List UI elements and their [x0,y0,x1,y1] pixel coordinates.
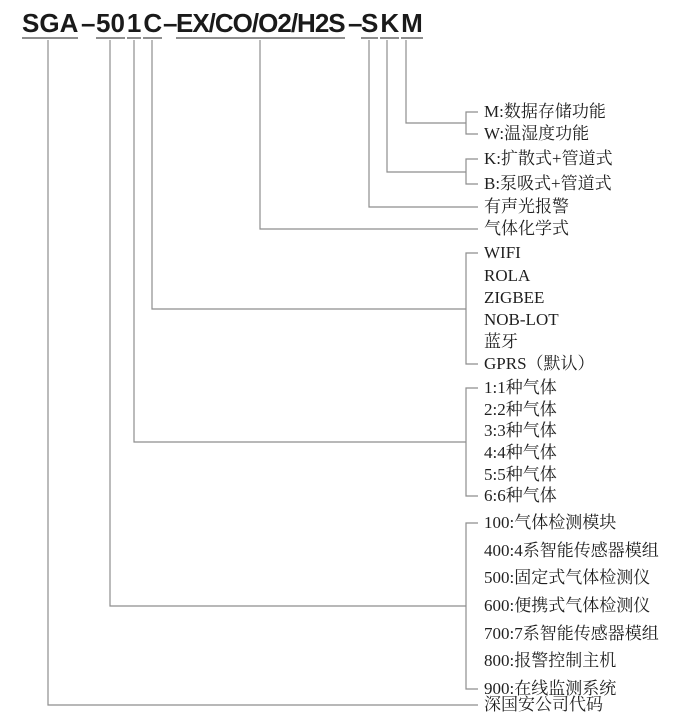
legend-item-alarm: 有声光报警 [484,197,569,216]
connector-sampling-line [387,40,466,172]
legend-item-gascount-3: 3:3种气体 [484,421,557,440]
legend-item-sampling-k: K:扩散式+管道式 [484,149,613,168]
legend-item-comm-bluetooth: 蓝牙 [484,332,518,351]
legend-item-series-900: 900:在线监测系统 [484,679,617,698]
connector-gas-count-line [134,40,466,442]
model-code-suffix [361,10,423,39]
legend-item-comm-rola: ROLA [484,266,531,285]
model-code-dash-2: – [163,8,178,38]
communication-code-text: C [143,8,163,38]
bracket-series [466,523,478,689]
bracket-function [466,112,478,134]
legend-item-series-800: 800:报警控制主机 [484,651,617,670]
connector-series-line [110,40,466,606]
legend-item-gascount-6: 6:6种气体 [484,486,557,505]
legend-item-series-400: 400:4系智能传感器模组 [484,541,659,560]
model-code-dash-3: – [348,8,363,38]
legend-item-comm-noblot: NOB-LOT [484,310,559,329]
sampling-code-text: K [380,8,400,38]
legend-item-gas-formula: 气体化学式 [484,219,569,238]
legend-item-gascount-2: 2:2种气体 [484,400,557,419]
bracket-gas-count [466,388,478,496]
legend-item-gascount-4: 4:4种气体 [484,443,557,462]
company-code-text: SGA [22,8,79,38]
function-code-text: M [401,8,423,38]
legend-item-series-700: 700:7系智能传感器模组 [484,624,659,643]
legend-item-function-m: M:数据存储功能 [484,102,606,121]
model-code-number [96,10,162,39]
legend-item-comm-wifi: WIFI [484,243,521,262]
model-code-gases [176,10,345,39]
legend-item-comm-gprs: GPRS（默认） [484,354,595,373]
legend-item-gascount-5: 5:5种气体 [484,465,557,484]
legend-item-comm-zigbee: ZIGBEE [484,288,545,307]
legend-item-company: 深国安公司代码 [484,695,603,714]
legend-item-function-w: W:温湿度功能 [484,124,590,143]
gas-count-digit-text: 1 [126,8,142,38]
legend-item-series-100: 100:气体检测模块 [484,513,617,532]
model-code-company [22,10,78,39]
legend-item-sampling-b: B:泵吸式+管道式 [484,174,612,193]
connector-communication-line [152,40,466,309]
bracket-sampling [466,159,478,184]
legend-item-series-500: 500:固定式气体检测仪 [484,568,651,587]
legend-item-gascount-1: 1:1种气体 [484,378,557,397]
model-code-dash-1: – [81,8,96,38]
legend-item-series-600: 600:便携式气体检测仪 [484,596,651,615]
alarm-code-text: S [361,8,379,38]
gas-formulas-text: EX/CO/O2/H2S [176,8,345,38]
series-digits-text: 50 [96,8,125,38]
connector-function-line [406,40,466,123]
bracket-communication [466,253,478,364]
connector-company-line [48,40,478,705]
